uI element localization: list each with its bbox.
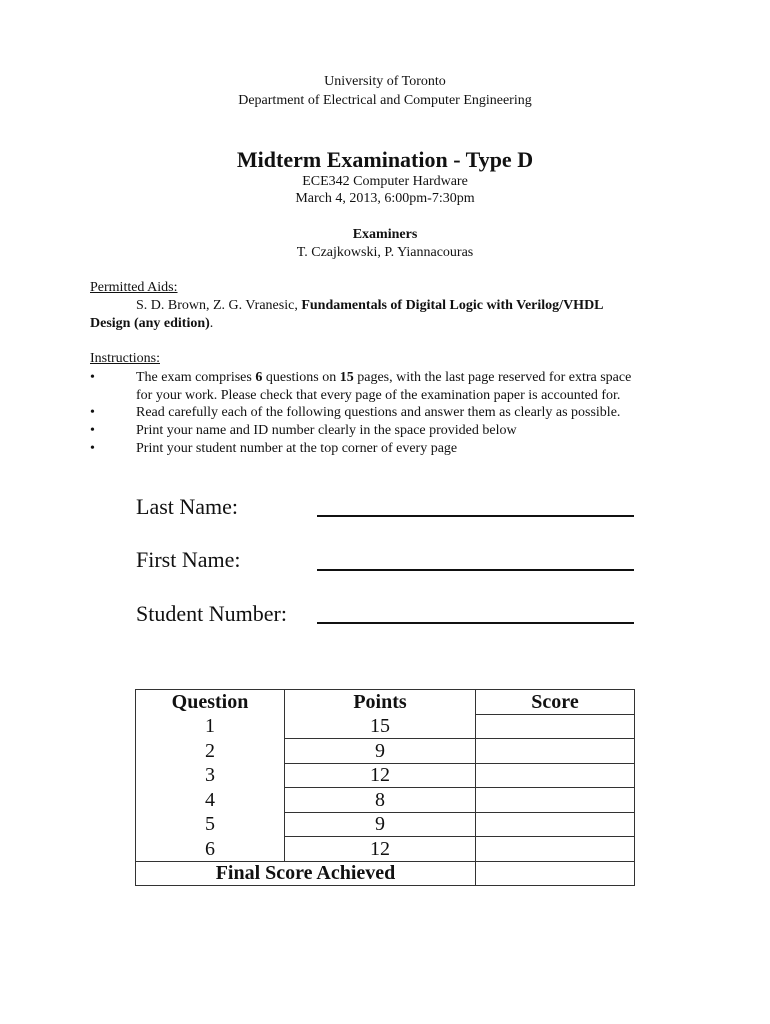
score-cell[interactable]: [476, 739, 635, 764]
exam-title: Midterm Examination - Type D: [236, 147, 534, 172]
last-name-line[interactable]: [317, 515, 634, 517]
page-count: 15: [339, 370, 354, 385]
points-cell: 15: [285, 714, 476, 739]
department-name: Department of Electrical and Computer Engineering: [238, 93, 532, 108]
question-cell: 2: [136, 739, 285, 764]
instruction-fragment: The exam comprises: [136, 370, 256, 385]
final-score-label: Final Score Achieved: [136, 861, 476, 886]
question-cell: 3: [136, 763, 285, 788]
score-header: Score: [476, 690, 635, 715]
aids-book-edition: Design (any edition): [90, 316, 210, 331]
score-cell[interactable]: [476, 788, 635, 813]
aids-authors: S. D. Brown, Z. G. Vranesic,: [136, 298, 302, 313]
student-number-label: Student Number:: [136, 601, 287, 626]
bullet-icon: •: [90, 423, 95, 438]
points-cell: 12: [285, 763, 476, 788]
instruction-fragment: pages, with the last page reserved for extra space: [353, 370, 632, 385]
points-cell: 8: [285, 788, 476, 813]
question-cell: 4: [136, 788, 285, 813]
first-name-label: First Name:: [136, 547, 241, 572]
instruction-text: Print your name and ID number clearly in the space provided below: [136, 423, 517, 438]
score-cell[interactable]: [476, 837, 635, 862]
first-name-line[interactable]: [317, 569, 634, 571]
points-cell: 12: [285, 837, 476, 862]
instruction-item: [90, 422, 690, 440]
instruction-item: [90, 440, 690, 458]
course-name: ECE342 Computer Hardware: [302, 174, 468, 189]
score-cell[interactable]: [476, 812, 635, 837]
instruction-item: [90, 404, 690, 422]
table-row: [136, 739, 635, 764]
examiners-names: T. Czajkowski, P. Yiannacouras: [296, 245, 474, 260]
points-cell: 9: [285, 812, 476, 837]
question-count: 6: [255, 370, 263, 385]
table-row: [136, 812, 635, 837]
bullet-icon: •: [90, 370, 95, 385]
student-number-line[interactable]: [317, 622, 634, 624]
instruction-item: [90, 369, 690, 405]
instruction-text: Print your student number at the top corner of every page: [136, 441, 458, 456]
score-table: [135, 689, 635, 886]
table-row: [136, 788, 635, 813]
table-header-row: [136, 690, 635, 715]
table-row: [136, 763, 635, 788]
exam-date: March 4, 2013, 6:00pm-7:30pm: [295, 191, 475, 206]
last-name-label: Last Name:: [136, 494, 239, 519]
final-score-row: [136, 861, 635, 886]
question-cell: 5: [136, 812, 285, 837]
permitted-aids-heading: Permitted Aids:: [90, 280, 178, 295]
instruction-text-continued: for your work. Please check that every page of the examination paper is accounted for.: [136, 388, 621, 403]
table-row: [136, 837, 635, 862]
score-cell[interactable]: [476, 714, 635, 739]
aids-end: .: [209, 316, 214, 331]
final-score-cell[interactable]: [476, 861, 635, 886]
university-name: University of Toronto: [324, 74, 446, 89]
permitted-aids-line2: [90, 315, 213, 333]
table-row: [136, 714, 635, 739]
instructions-heading: Instructions:: [90, 351, 160, 366]
points-header: Points: [285, 690, 476, 715]
instruction-fragment: questions on: [262, 370, 340, 385]
question-cell: 1: [136, 714, 285, 739]
bullet-icon: •: [90, 405, 95, 420]
question-cell: 6: [136, 837, 285, 862]
instruction-text: Read carefully each of the following questions and answer them as clearly as possible.: [136, 405, 621, 420]
aids-book-title: Fundamentals of Digital Logic with Verilog/VHDL: [301, 298, 604, 313]
instruction-text: [136, 369, 676, 387]
question-header: Question: [136, 690, 285, 715]
bullet-icon: •: [90, 441, 95, 456]
score-cell[interactable]: [476, 763, 635, 788]
permitted-aids-line1: [136, 297, 604, 315]
examiners-heading: Examiners: [352, 227, 418, 242]
points-cell: 9: [285, 739, 476, 764]
